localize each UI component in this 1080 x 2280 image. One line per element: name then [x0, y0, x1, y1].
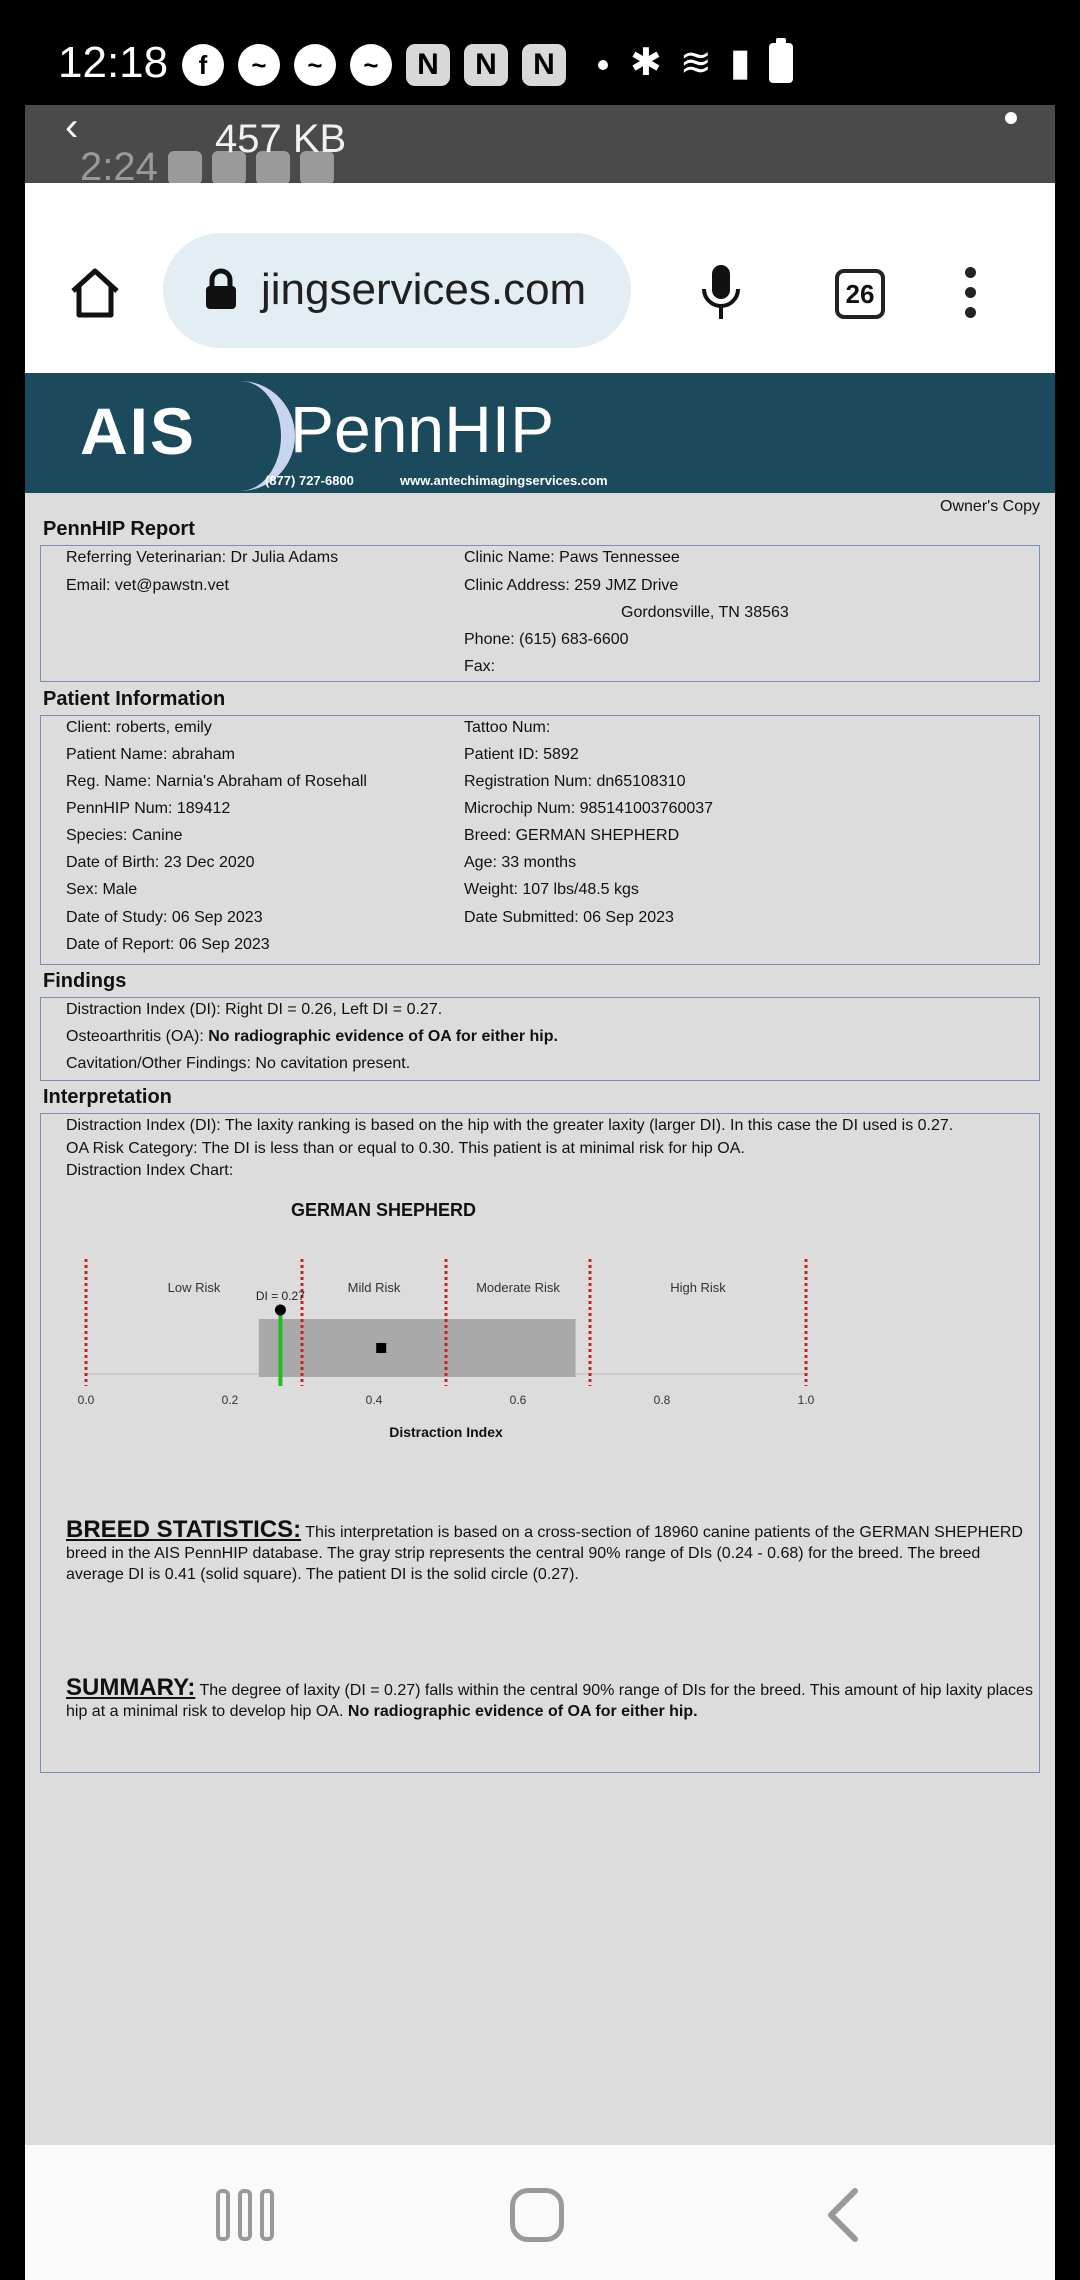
patient-info-box: [40, 715, 1040, 965]
breed-range-strip: [259, 1319, 576, 1377]
interpretation-box: [40, 1113, 1040, 1773]
risk-label: Moderate Risk: [476, 1280, 560, 1295]
risk-label: High Risk: [670, 1280, 726, 1295]
tattoo-num: Tattoo Num:: [464, 719, 551, 736]
x-tick-label: 1.0: [797, 1393, 815, 1407]
report-document: [25, 373, 1055, 2145]
risk-label: Low Risk: [167, 1280, 221, 1295]
patient-info-title: Patient Information: [43, 688, 226, 710]
x-axis-label: Distraction Index: [389, 1424, 503, 1440]
findings-di: Distraction Index (DI): Right DI = 0.26, Left DI = 0.27.: [66, 1001, 443, 1018]
summary-bold: No radiographic evidence of OA for either hip.: [347, 1703, 698, 1720]
back-chevron-icon[interactable]: ‹: [65, 105, 79, 149]
date-of-report: Date of Report: 06 Sep 2023: [66, 936, 270, 953]
clinic-phone: Phone: (615) 683-6600: [464, 631, 629, 648]
notification-icons: [182, 44, 608, 86]
image-viewer: [25, 105, 1055, 2145]
recent-apps-icon[interactable]: [210, 2185, 280, 2245]
patient-di-marker: [275, 1305, 286, 1316]
patient-di-label: DI = 0.27: [255, 1289, 305, 1303]
viewer-menu-dot[interactable]: [1005, 112, 1017, 124]
messenger-icon: ~: [294, 44, 336, 86]
oa-value: No radiographic evidence of OA for either hip.: [208, 1028, 558, 1045]
breed-stats-text: This interpretation is based on a cross-section of 18960 canine patients of the GERMAN SHEPHERD breed in the AIS PennHIP database. The gray strip represents the central 90% range of DIs (0.24 - 0.68) for the breed. The breed average DI is 0.41 (solid square). The patient DI is the solid circle (0.27).: [66, 1524, 1023, 1583]
referring-box: [40, 545, 1040, 682]
chart-title: GERMAN SHEPHERD: [291, 1200, 477, 1220]
clinic-city: Gordonsville, TN 38563: [621, 604, 789, 621]
pennhip-num: PennHIP Num: 189412: [66, 800, 231, 817]
registration-num: Registration Num: dn65108310: [464, 773, 686, 790]
viewer-top-bar: [25, 105, 1055, 183]
date-of-study: Date of Study: 06 Sep 2023: [66, 909, 263, 926]
app-n-icon: N: [464, 44, 508, 86]
clinic-address: Clinic Address: 259 JMZ Drive: [464, 577, 679, 594]
status-bar: [0, 0, 1080, 105]
home-icon[interactable]: [65, 263, 125, 323]
x-tick-label: 0.2: [221, 1393, 239, 1407]
system-icons: [630, 40, 793, 85]
banner-phone: (877) 727-6800: [265, 473, 354, 488]
species: Species: Canine: [66, 827, 183, 844]
wifi-icon: ≋: [679, 42, 712, 84]
breed-average-marker: [376, 1343, 386, 1353]
clock: 12:18: [58, 38, 169, 87]
summary-head: SUMMARY:: [66, 1674, 196, 1701]
app-n-icon: N: [522, 44, 566, 86]
browser-toolbar: [25, 183, 1055, 373]
breed-stats-head: BREED STATISTICS:: [66, 1516, 302, 1543]
navigation-bar: [25, 2145, 1055, 2280]
breed: Breed: GERMAN SHEPHERD: [464, 827, 680, 844]
date-submitted: Date Submitted: 06 Sep 2023: [464, 909, 674, 926]
tab-switcher-button[interactable]: 26: [835, 269, 885, 319]
more-options-icon[interactable]: [965, 267, 977, 327]
signal-icon: ▮: [729, 42, 751, 84]
ghost-time: 2:24: [80, 145, 158, 183]
pennhip-logo: PennHIP: [290, 392, 555, 466]
banner-website[interactable]: www.antechimagingservices.com: [400, 473, 608, 488]
ais-logo: AIS: [80, 394, 197, 468]
summary: [66, 1674, 1041, 1722]
findings-box: [40, 997, 1040, 1081]
interp-line-1: Distraction Index (DI): The laxity ranking is based on the hip with the greater laxity (larger DI). In this case the DI used is 0.27.: [66, 1117, 954, 1134]
home-button-icon[interactable]: [510, 2188, 564, 2242]
referring-vet: Referring Veterinarian: Dr Julia Adams: [66, 549, 339, 566]
back-icon[interactable]: [815, 2183, 875, 2247]
owners-copy-label: Owner's Copy: [940, 498, 1040, 515]
findings-cavitation: Cavitation/Other Findings: No cavitation present.: [66, 1055, 411, 1072]
lock-icon: [203, 267, 239, 311]
interp-line-3: Distraction Index Chart:: [66, 1162, 234, 1179]
interp-line-2: OA Risk Category: The DI is less than or equal to 0.30. This patient is at minimal risk for hip OA.: [66, 1140, 745, 1157]
reg-name: Reg. Name: Narnia's Abraham of Rosehall: [66, 773, 367, 790]
sex: Sex: Male: [66, 881, 138, 898]
referring-email: Email: vet@pawstn.vet: [66, 577, 229, 594]
breed-statistics: [66, 1516, 1041, 1585]
interpretation-title: Interpretation: [43, 1086, 172, 1108]
x-tick-label: 0.8: [653, 1393, 671, 1407]
report-title: PennHIP Report: [43, 518, 195, 540]
risk-label: Mild Risk: [347, 1280, 401, 1295]
battery-icon: [769, 43, 793, 83]
distraction-index-chart: [41, 1234, 1039, 1484]
client: Client: roberts, emily: [66, 719, 212, 736]
messenger-icon: ~: [238, 44, 280, 86]
url-text[interactable]: jingservices.com: [261, 265, 587, 314]
x-tick-label: 0.4: [365, 1393, 383, 1407]
patient-name: Patient Name: abraham: [66, 746, 235, 763]
facebook-icon: f: [182, 44, 224, 86]
findings-title: Findings: [43, 970, 127, 992]
date-of-birth: Date of Birth: 23 Dec 2020: [66, 854, 255, 871]
x-tick-label: 0.0: [77, 1393, 95, 1407]
file-size: 457 KB: [215, 117, 347, 161]
more-notifications-dot: [598, 60, 608, 70]
findings-oa: [66, 1028, 558, 1046]
microchip-num: Microchip Num: 985141003760037: [464, 800, 714, 817]
messenger-icon: ~: [350, 44, 392, 86]
clinic-name: Clinic Name: Paws Tennessee: [464, 549, 680, 566]
oa-label: Osteoarthritis (OA):: [66, 1028, 209, 1045]
summary-text: The degree of laxity (DI = 0.27) falls within the central 90% range of DIs for the breed. This amount of hip laxity places hip at a minimal risk to develop hip OA.: [66, 1682, 1033, 1720]
bluetooth-icon: ✱: [630, 42, 662, 84]
weight: Weight: 107 lbs/48.5 kgs: [464, 881, 639, 898]
x-tick-label: 0.6: [509, 1393, 527, 1407]
age: Age: 33 months: [464, 854, 577, 871]
address-bar[interactable]: [163, 233, 631, 348]
clinic-fax: Fax:: [464, 658, 496, 675]
patient-id: Patient ID: 5892: [464, 746, 579, 763]
pennhip-banner: [25, 373, 1055, 493]
microphone-icon[interactable]: [697, 261, 745, 325]
app-n-icon: N: [406, 44, 450, 86]
